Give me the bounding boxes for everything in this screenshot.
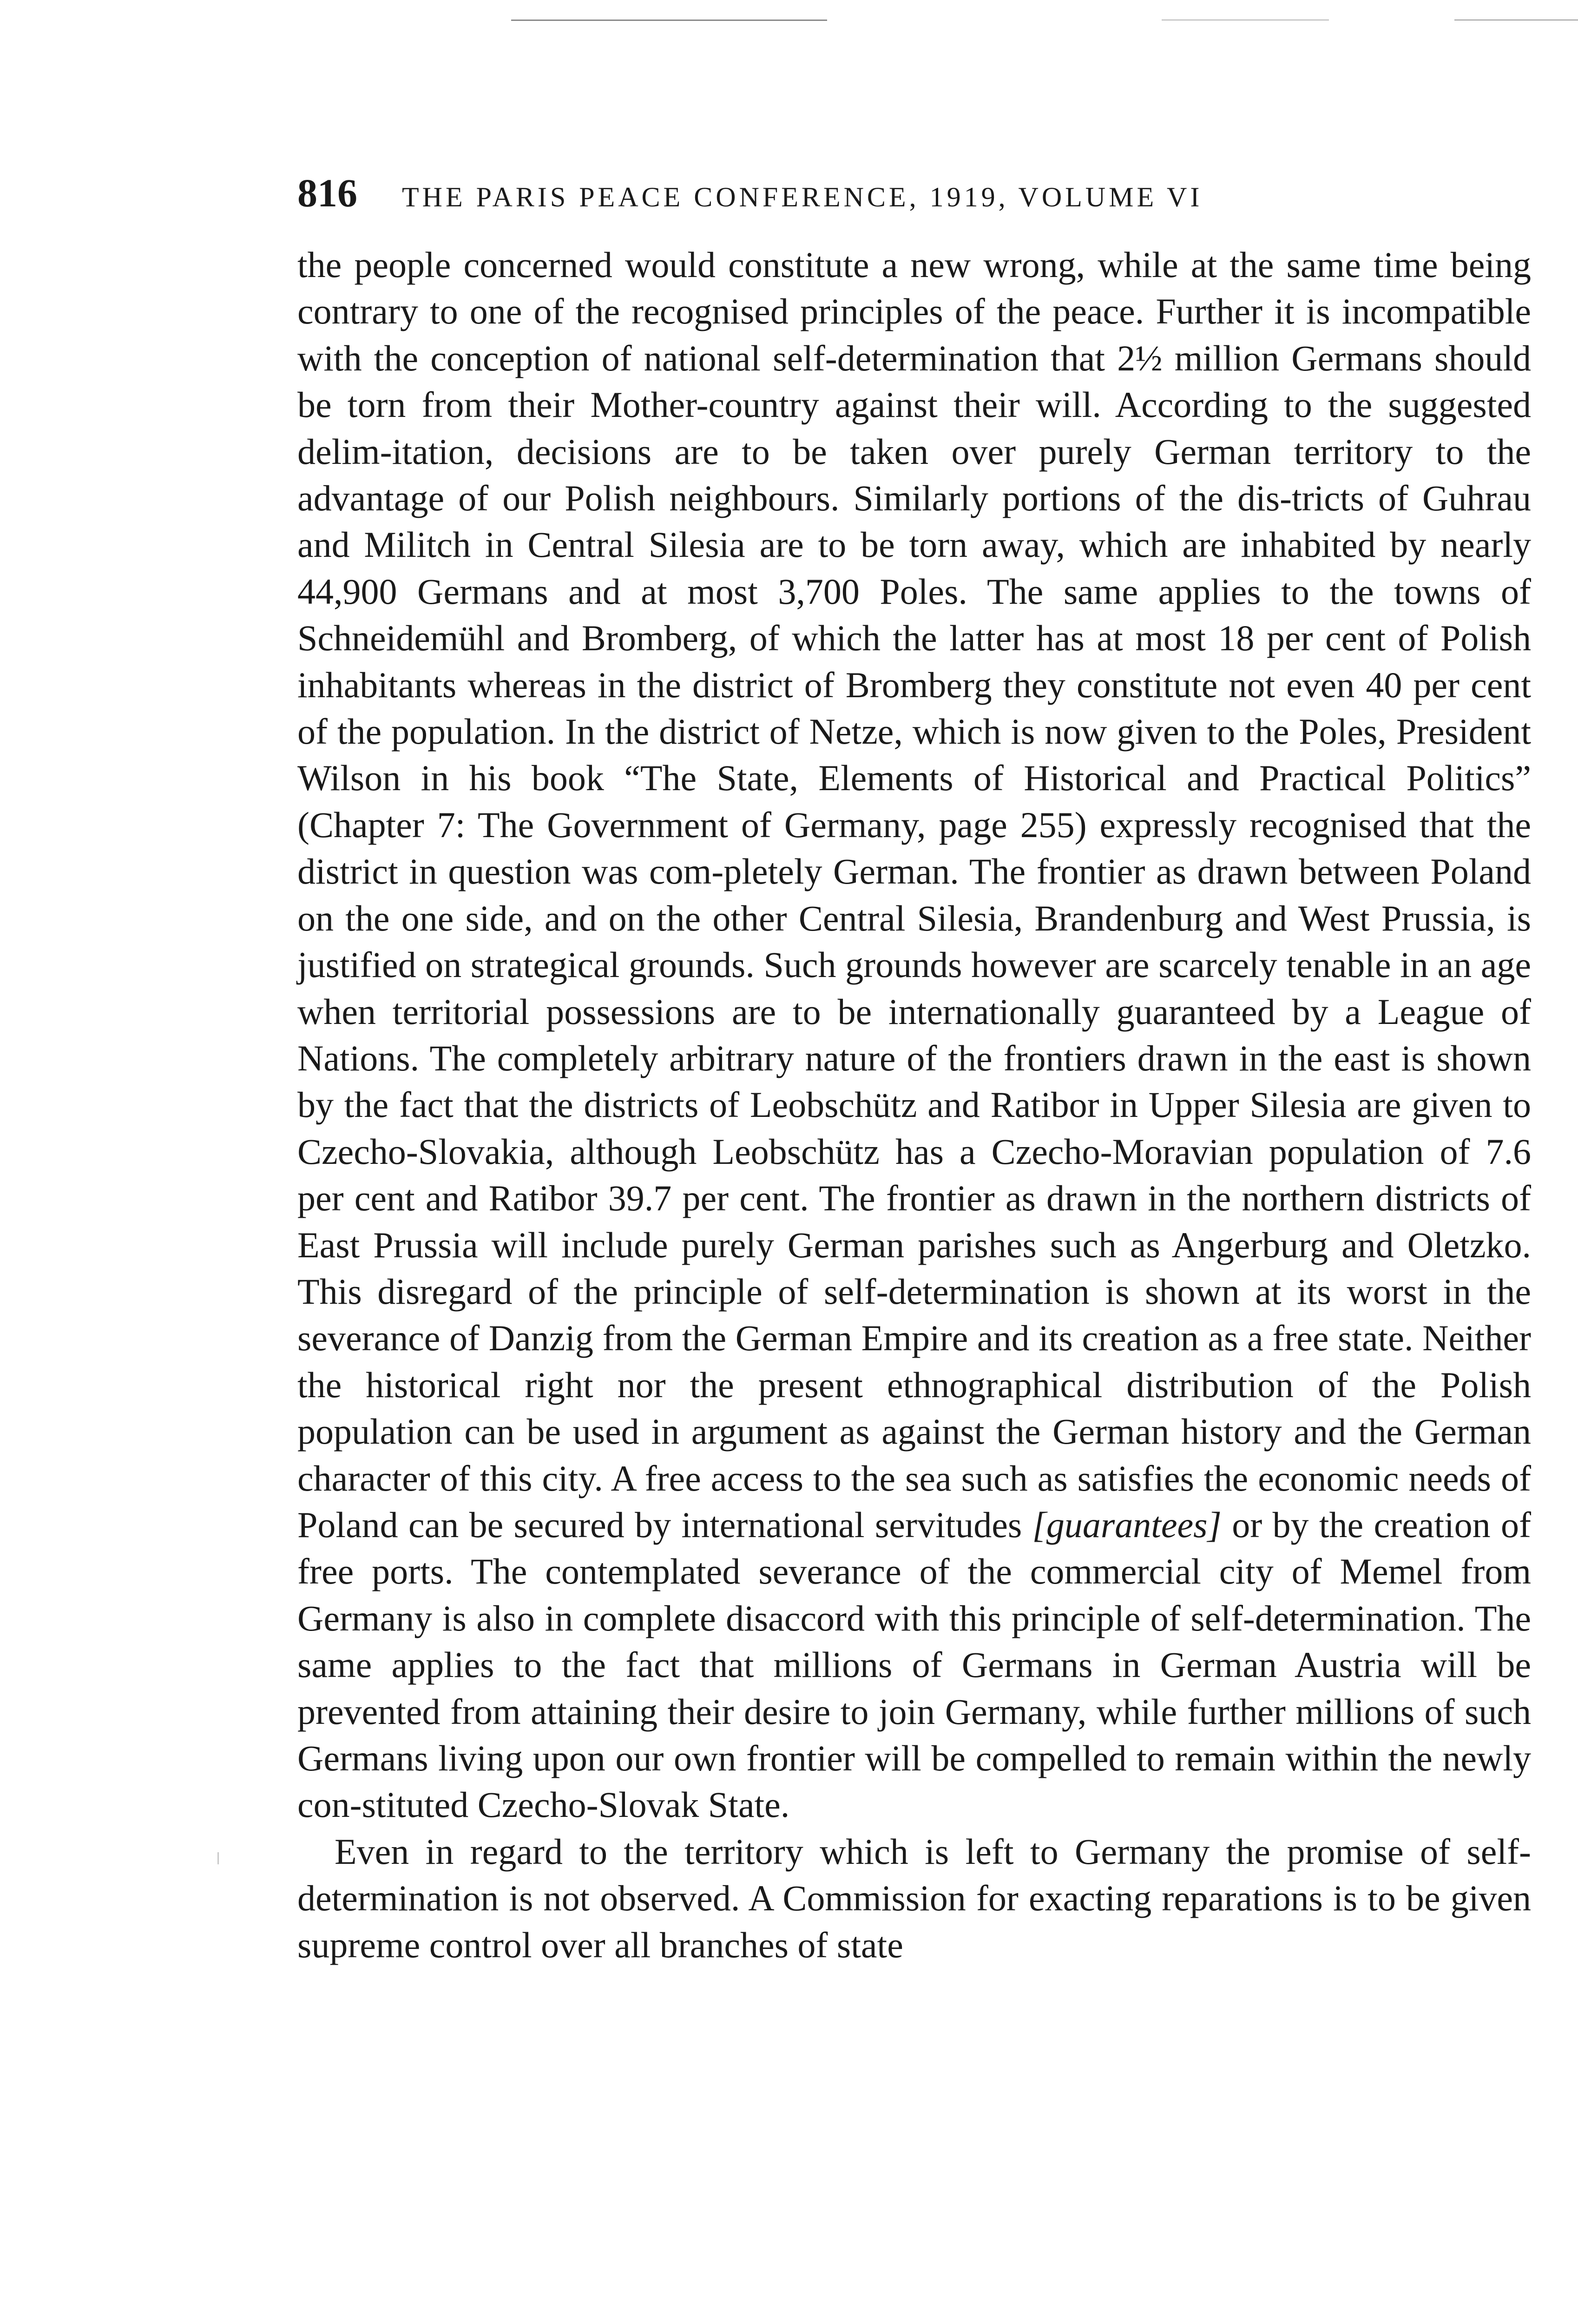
page-number: 816: [297, 171, 357, 215]
scan-edge-mark: [217, 1852, 219, 1864]
page-header: [297, 170, 1533, 216]
body-text: [297, 242, 1531, 1968]
paragraph-text-end: or by the creation of free ports. The contemplated severance of the commercial city of Memel from Germany is also in complete disaccord with this principle of self-determination. The same applies to the fact that millions of Germans in German Austria will be prevented from attaining their desire to join Germany, while further millions of such Germans living upon our own frontier will be compelled to remain within the newly con-stituted Czecho-Slovak State.: [297, 1504, 1531, 1825]
editorial-note: [guarantees]: [1032, 1504, 1222, 1545]
paragraph: Even in regard to the territory which is left to Germany the promise of self-determination is not observed. A Commission for exacting reparations is to be given supreme control over all branches of state: [297, 1831, 1531, 1965]
running-title: THE PARIS PEACE CONFERENCE, 1919, VOLUME VI: [402, 182, 1203, 212]
paragraph-continued: [297, 242, 1531, 1829]
scan-rule-top: [511, 20, 827, 21]
paragraph-text: the people concerned would constitute a new wrong, while at the same time being contrary to one of the recognised principles of the peace. Further it is incompatible with the conception of national self-determination that 2½ million Germans should be torn from their Mother-country against their will. According to the suggested delim-itation, decisions are to be taken over purely German territory to the advantage of our Polish neighbours. Similarly portions of the dis-tricts of Guhrau and Militch in Central Silesia are to be torn away, which are inhabited by nearly 44,900 Germans and at most 3,700 Poles. The same applies to the towns of Schneidemühl and Bromberg, of which the latter has at most 18 per cent of Polish inhabitants whereas in the district of Bromberg they constitute not even 40 per cent of the population. In the district of Netze, which is now given to the Poles, President Wilson in his book “The State, Elements of Historical and Practical Politics” (Chapter 7: The Government of Germany, page 255) expressly recognised that the district in question was com-pletely German. The frontier as drawn between Poland on the one side, and on the other Central Silesia, Brandenburg and West Prussia, is justified on strategical grounds. Such grounds however are scarcely tenable in an age when territorial possessions are to be internationally guaranteed by a League of Nations. The completely arbitrary nature of the frontiers drawn in the east is shown by the fact that the districts of Leobschütz and Ratibor in Upper Silesia are given to Czecho-Slovakia, although Leobschütz has a Czecho-Moravian population of 7.6 per cent and Ratibor 39.7 per cent. The frontier as drawn in the northern districts of East Prussia will include purely German parishes such as Angerburg and Oletzko. This disregard of the principle of self-determination is shown at its worst in the severance of Danzig from the German Empire and its creation as a free state. Neither the historical right nor the present ethnographical distribution of the Polish population can be used in argument as against the German history and the German character of this city. A free access to the sea such as satisfies the economic needs of Poland can be secured by international servitudes: [297, 244, 1531, 1545]
